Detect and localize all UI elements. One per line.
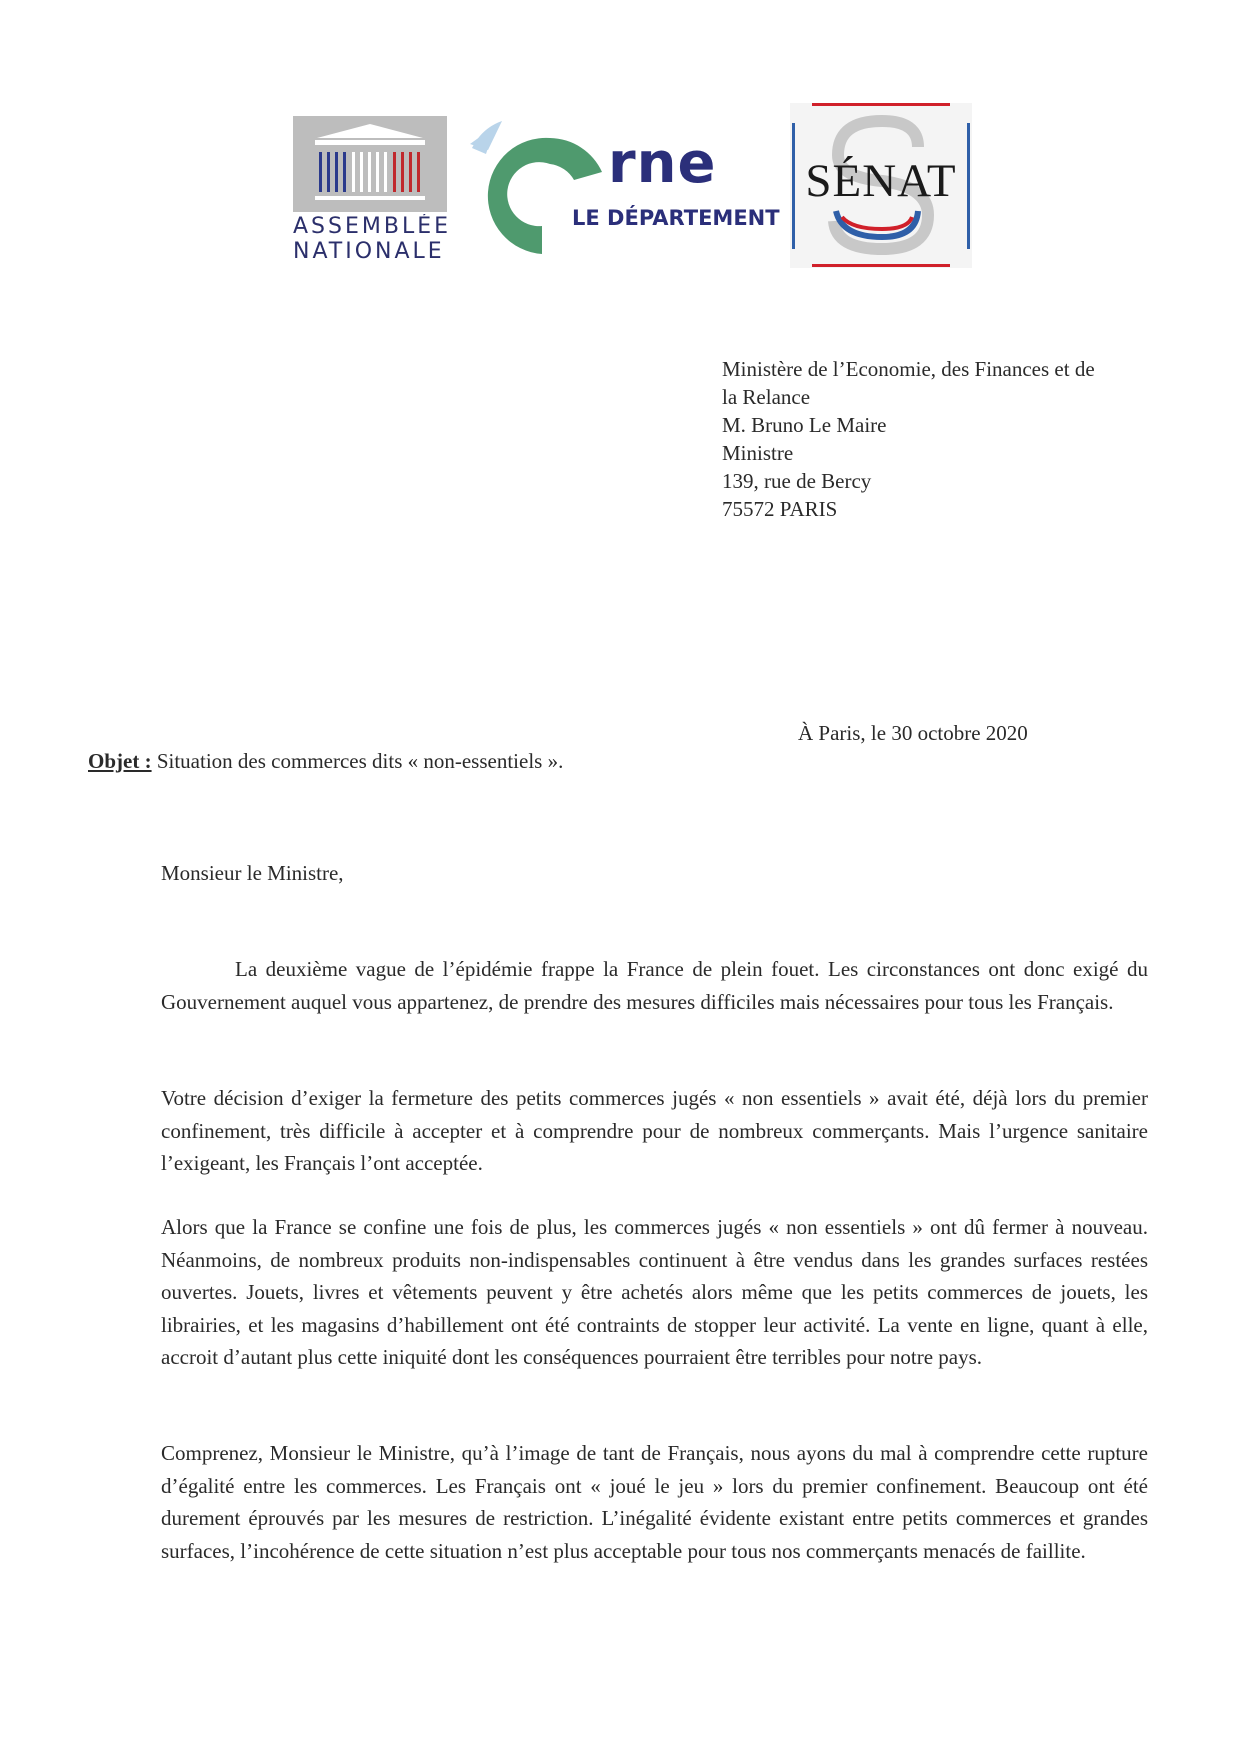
orne-wordmark: rne xyxy=(608,131,717,196)
body-paragraph: Votre décision d’exiger la fermeture des petits commerces jugés « non essentiels » avait été, déjà lors du premier confinement, très difficile à accepter et à comprendre pour de nombreux commerçants. Mais l’urgence sanitaire l’exigeant, les Français l’ont acceptée. xyxy=(161,1086,1148,1175)
letter-date: À Paris, le 30 octobre 2020 xyxy=(798,721,1028,745)
subject-text: Situation des commerces dits « non-essentiels ». xyxy=(151,749,564,773)
recipient-line: la Relance xyxy=(722,385,811,409)
subject-label: Objet : xyxy=(88,749,152,773)
orne-departement-logo xyxy=(462,116,782,266)
body-paragraph: La deuxième vague de l’épidémie frappe la France de plein fouet. Les circonstances ont donc exigé du Gouvernement auquel vous appartenez, de prendre des mesures difficiles mais nécessaires pour tous les Français. xyxy=(161,957,1148,1014)
assemblee-hemicycle-emblem xyxy=(293,116,447,212)
recipient-line: M. Bruno Le Maire xyxy=(722,413,887,437)
recipient-address xyxy=(722,355,1162,523)
orne-subtitle: LE DÉPARTEMENT xyxy=(572,206,780,230)
body-paragraph: Comprenez, Monsieur le Ministre, qu’à l’image de tant de Français, nous ayons du mal à comprendre cette rupture d’égalité entre les commerces. Les Français ont « joué le jeu » lors du premier confinement. Beaucoup ont été durement éprouvés par les mesures de restriction. L’inégalité évidente existant entre petits commerces et grandes surfaces, l’incohérence de cette situation n’est plus acceptable pour tous nos commerçants menacés de faillite. xyxy=(161,1441,1148,1563)
letter-subject xyxy=(88,747,563,775)
recipient-line: Ministre xyxy=(722,441,794,465)
senat-wordmark: SÉNAT xyxy=(805,155,957,207)
recipient-line: 139, rue de Bercy xyxy=(722,469,872,493)
body-paragraph: Alors que la France se confine une fois de plus, les commerces jugés « non essentiels » ont dû fermer à nouveau. Néanmoins, de nombreux produits non-indispensables continuent à être vendus dans les grandes surfaces restées ouvertes. Jouets, livres et vêtements peuvent y être achetés alors même que les petits commerces de jouets, les librairies, et les magasins d’habillement ont été contraints de stopper leur activité. La vente en ligne, quant à elle, accroit d’autant plus cette iniquité dont les conséquences pourraient être terribles pour notre pays. xyxy=(161,1215,1148,1369)
senat-logo xyxy=(790,103,972,268)
hemicycle-icon xyxy=(293,116,447,212)
assemblee-nationale-logo xyxy=(293,116,452,264)
assemblee-nationale-wordmark: ASSEMBLÉE NATIONALE xyxy=(293,214,452,264)
recipient-line: Ministère de l’Economie, des Finances et de xyxy=(722,357,1095,381)
salutation: Monsieur le Ministre, xyxy=(161,861,344,885)
recipient-line: 75572 PARIS xyxy=(722,497,838,521)
